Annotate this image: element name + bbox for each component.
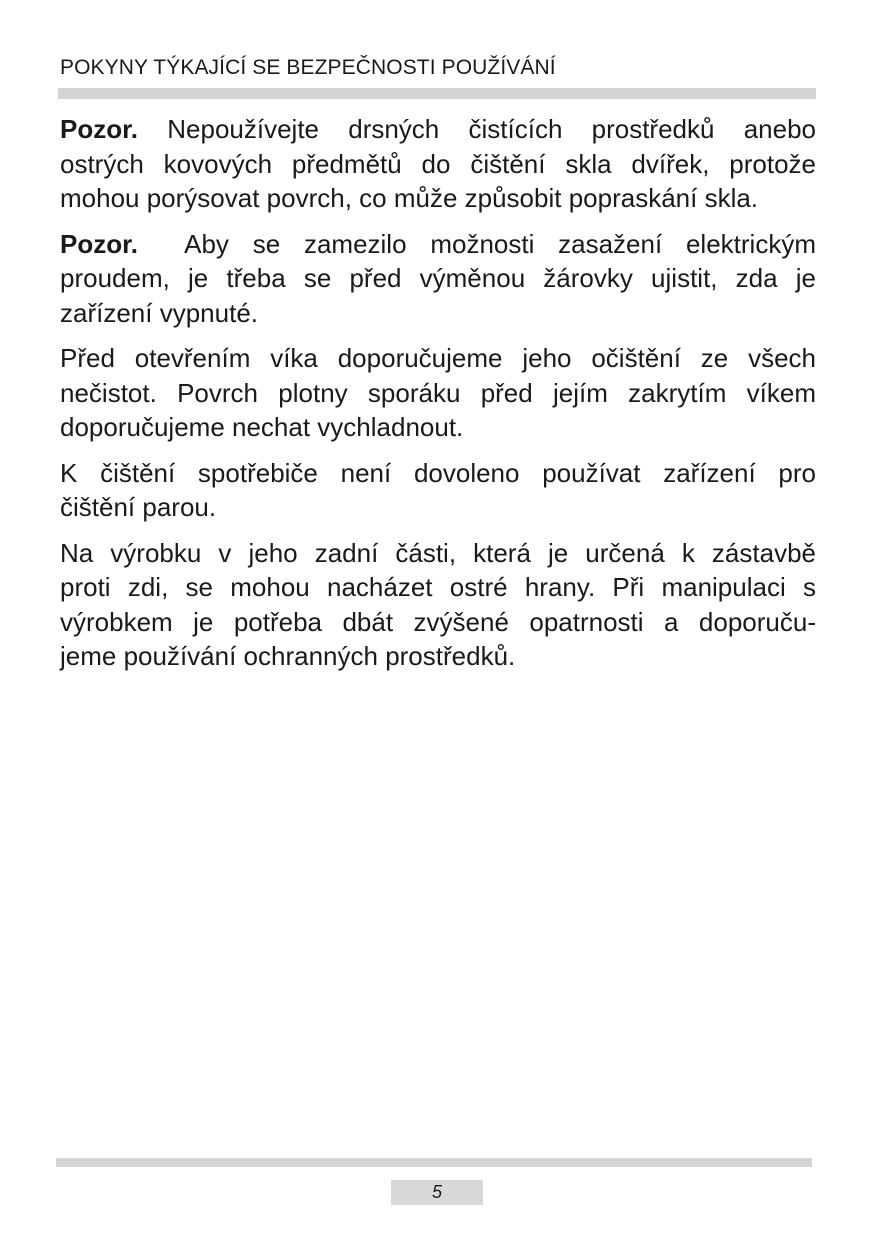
paragraph-warning-cleaning (60, 112, 816, 216)
paragraph-steam-cleaning (60, 456, 816, 525)
paragraph-line: výrobkem je potřeba dbát zvýšené opatrnosti a doporuču- (60, 606, 816, 637)
paragraph-line: K čištění spotřebiče není dovoleno používat zařízení pro (60, 457, 816, 488)
paragraph-line: zařízení vypnuté. (60, 297, 258, 328)
paragraph-text: Nepoužívejte drsných čistících prostředků anebo (138, 114, 816, 144)
paragraph-line: čištění parou. (60, 492, 217, 522)
paragraph-line (60, 227, 816, 262)
paragraph-line (60, 112, 816, 147)
paragraph-warning-electric (60, 227, 816, 331)
paragraph-line: proudem, je třeba se před výměnou žárovky ujistit, zda je (60, 263, 816, 293)
paragraph-line: ostrých kovových předmětů do čištění skla dvířek, protože (60, 148, 816, 179)
paragraph-line: mohou porýsovat povrch, co může způsobit popraskání skla. (60, 183, 759, 213)
page-number: 5 (391, 1180, 483, 1205)
page-title: POKYNY TÝKAJÍCÍ SE BEZPEČNOSTI POUŽÍVÁNÍ (60, 56, 556, 79)
paragraph-line: jeme používání ochranných prostředků. (60, 641, 516, 671)
document-body (60, 112, 816, 685)
header-divider (58, 88, 816, 99)
paragraph-line: proti zdi, se mohou nacházet ostré hrany. Při manipulaci s (60, 572, 816, 602)
paragraph-line: Na výrobku v jeho zadní části, která je určená k zástavbě (60, 537, 816, 568)
warning-lead: Pozor. (60, 114, 139, 144)
paragraph-line: Před otevřením víka doporučujeme jeho očištění ze všech (60, 343, 816, 373)
paragraph-lid (60, 341, 816, 445)
footer-divider (56, 1158, 812, 1167)
paragraph-line: nečistot. Povrch plotny sporáku před jejím zakrytím víkem (60, 377, 816, 408)
paragraph-line: doporučujeme nechat vychladnout. (60, 412, 464, 442)
paragraph-text: Aby se zamezilo možnosti zasažení elektrickým (138, 228, 816, 259)
warning-lead: Pozor. (60, 228, 139, 259)
paragraph-sharp-edges (60, 536, 816, 674)
